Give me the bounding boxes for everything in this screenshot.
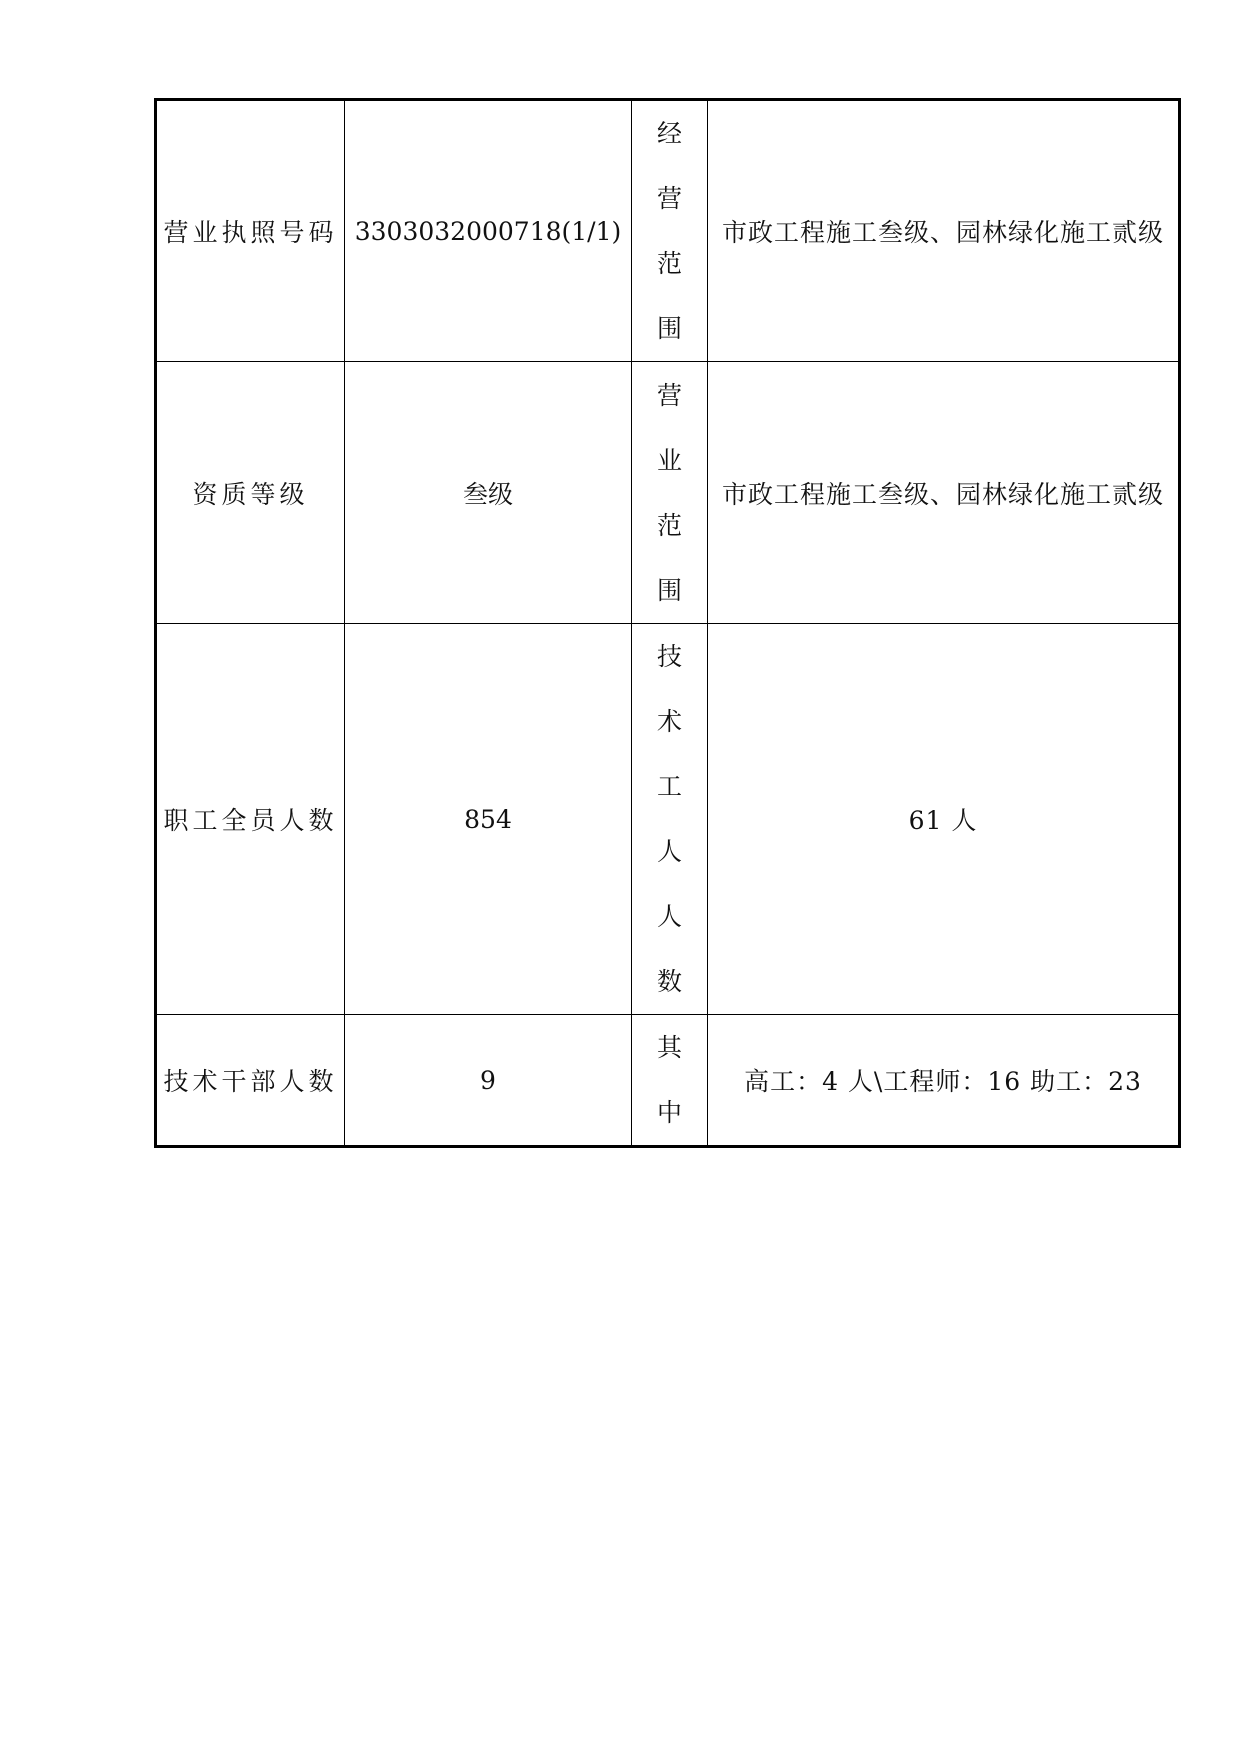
vertical-label-char: 经 <box>656 119 682 148</box>
table-row-business-license <box>156 100 1180 362</box>
business-license-number: 3303032000718(1/1) <box>345 100 632 362</box>
technical-staff-label: 技术干部人数 <box>156 1015 345 1147</box>
vertical-label-char: 工 <box>656 772 682 801</box>
operating-scope-value: 市政工程施工叁级、园林绿化施工贰级 <box>708 362 1180 624</box>
business-scope-label <box>632 100 708 362</box>
vertical-label-char: 范 <box>656 249 682 278</box>
vertical-label-char: 营 <box>656 380 682 410</box>
vertical-label-char: 业 <box>656 445 682 475</box>
vertical-label-char: 围 <box>656 314 682 343</box>
total-staff-value: 854 <box>345 624 632 1015</box>
vertical-label-char: 数 <box>656 967 682 996</box>
vertical-label-char: 人 <box>656 902 682 931</box>
vertical-label-char: 其 <box>656 1033 682 1062</box>
total-staff-label: 职工全员人数 <box>156 624 345 1015</box>
vertical-label-char: 范 <box>656 510 682 540</box>
table-row-qualification <box>156 362 1180 624</box>
business-scope-value: 市政工程施工叁级、园林绿化施工贰级 <box>708 100 1180 362</box>
qualification-level-value: 叁级 <box>345 362 632 624</box>
vertical-label-char: 术 <box>656 707 682 736</box>
company-info-table <box>154 98 1181 1148</box>
vertical-label-char: 围 <box>656 575 682 605</box>
operating-scope-label <box>632 362 708 624</box>
vertical-label-char: 中 <box>656 1098 682 1127</box>
qualification-level-label: 资质等级 <box>156 362 345 624</box>
breakdown-label <box>632 1015 708 1147</box>
technical-workers-value: 61 人 <box>708 624 1180 1015</box>
vertical-label-char: 人 <box>656 837 682 866</box>
technical-workers-label <box>632 624 708 1015</box>
technical-staff-value: 9 <box>345 1015 632 1147</box>
table-row-staff-count <box>156 624 1180 1015</box>
business-license-label: 营业执照号码 <box>156 100 345 362</box>
vertical-label-char: 技 <box>656 642 682 671</box>
vertical-label-char: 营 <box>656 184 682 213</box>
table-row-technical-staff <box>156 1015 1180 1147</box>
technical-staff-breakdown: 高工：4 人\工程师：16 助工：23 <box>708 1015 1180 1147</box>
